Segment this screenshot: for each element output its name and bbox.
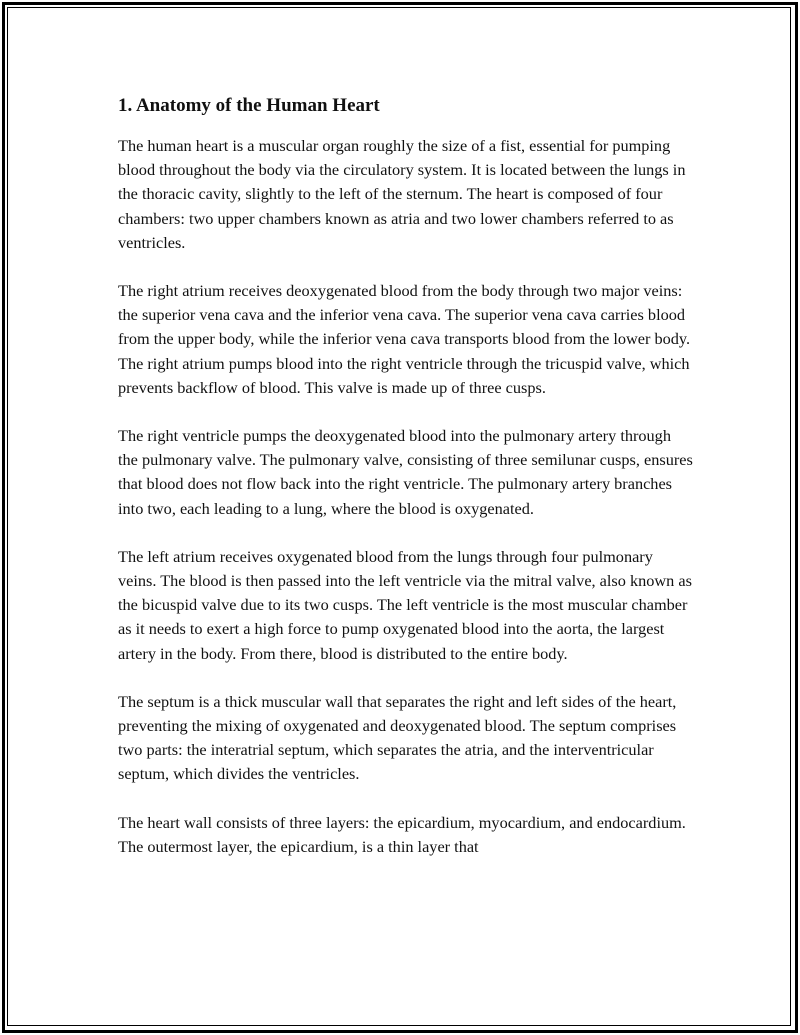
document-body — [118, 92, 693, 883]
paragraph-septum: The septum is a thick muscular wall that separates the right and left sides of the heart, preventing the mixing of oxygenated and deoxygenated blood. The septum comprises two parts: the interatrial septum, which separates the atria, and the interventricular septum, which divides the ventricles. — [118, 691, 677, 784]
paragraph-left-side: The left atrium receives oxygenated blood from the lungs through four pulmonary veins. The blood is then passed into the left ventricle via the mitral valve, also known as the bicuspid valve due to its two cusps. The left ventricle is the most muscular chamber as it needs to exert a high force to pump oxygenated blood into the aorta, the largest artery in the body. From there, blood is distributed to the entire body. — [118, 546, 692, 663]
paragraph-heart-wall: The heart wall consists of three layers: the epicardium, myocardium, and endocardium. The outermost layer, the epicardium, is a thin layer that — [118, 812, 686, 856]
paragraph-right-atrium: The right atrium receives deoxygenated blood from the body through two major veins: the superior vena cava and the inferior vena cava. The superior vena cava carries blood from the upper body, while the inferior vena cava transports blood from the lower body. The right atrium pumps blood into the right ventricle through the tricuspid valve, which prevents backflow of blood. This valve is made up of three cusps. — [118, 281, 691, 397]
section-heading: 1. Anatomy of the Human Heart — [118, 95, 380, 116]
paragraph-right-ventricle: The right ventricle pumps the deoxygenated blood into the pulmonary artery through the pulmonary valve. The pulmonary valve, consisting of three semilunar cusps, ensures that blood does not flow back into the right ventricle. The pulmonary artery branches into two, each leading to a lung, where the blood is oxygenated. — [118, 426, 693, 518]
paragraph-intro: The human heart is a muscular organ roughly the size of a fist, essential for pumping blood throughout the body via the circulatory system. It is located between the lungs in the thoracic cavity, slightly to the left of the sternum. The heart is composed of four chambers: two upper chambers known as atria and two lower chambers referred to as ventricles. — [118, 136, 686, 252]
